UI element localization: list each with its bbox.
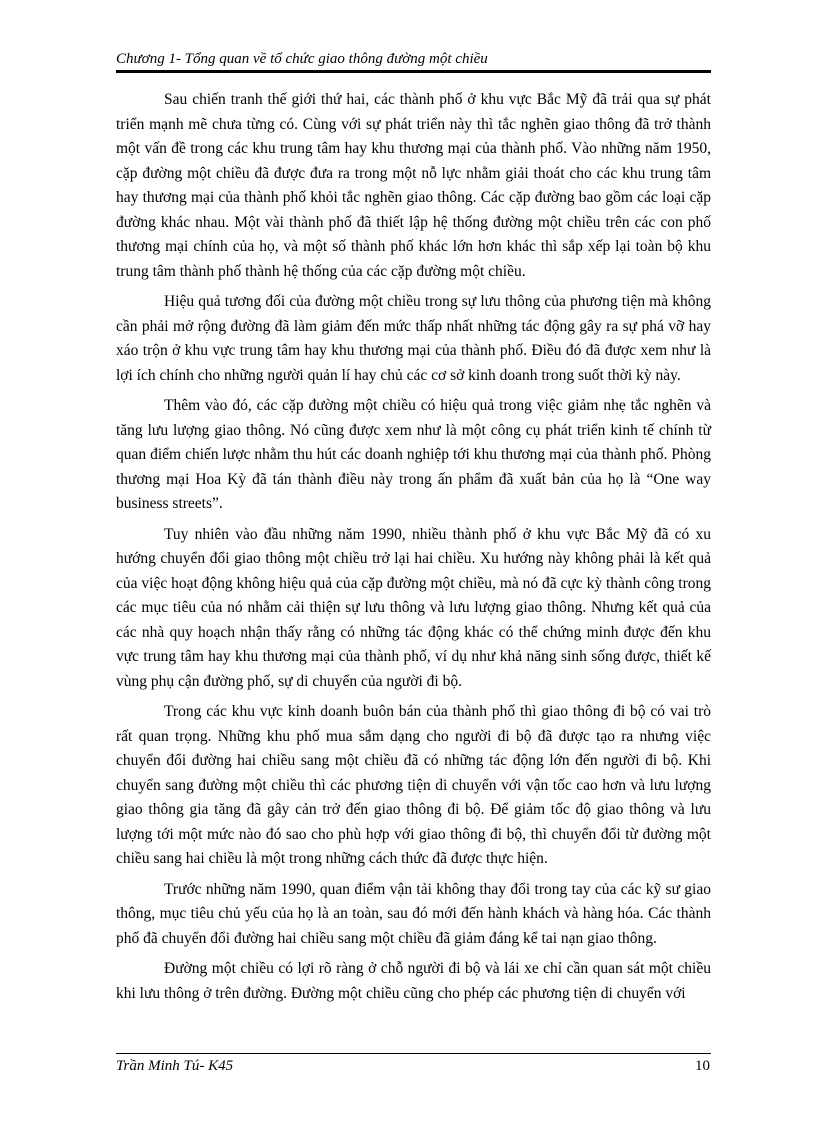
page-number: 10 [695, 1058, 710, 1074]
paragraph-4: Tuy nhiên vào đầu những năm 1990, nhiều thành phố ở khu vực Bắc Mỹ đã có xu hướng chuyển đổi giao thông một chiều trở lại hai chiều. Xu hướng này không phải là kết quả của việc hoạt động không hiệu quả của cặp đường một chiều, mà nó đã cực kỳ thành công trong các mục tiêu của nó nhằm cải thiện sự lưu thông và lưu lượng giao thông. Nhưng kết quả của các nhà quy hoạch nhận thấy rằng có những tác động khác có thể chứng minh được đến khu vực trung tâm hay khu thương mại của thành phố, ví dụ như khả năng sinh sống được, thiết kế vùng phụ cận đường phố, sự di chuyển của người đi bộ. [116, 525, 711, 690]
paragraph-3: Thêm vào đó, các cặp đường một chiều có hiệu quả trong việc giảm nhẹ tắc nghẽn và tăng lưu lượng giao thông. Nó cũng được xem như là một công cụ phát triển kinh tế chính từ quan điểm chiến lược nhằm thu hút các doanh nghiệp tới khu thương mại của thành phố. Phòng thương mại Hoa Kỳ đã tán thành điều này trong ấn phẩm đã xuất bản của họ là “One way business streets”. [116, 397, 711, 512]
paragraph-6: Trước những năm 1990, quan điểm vận tải không thay đổi trong tay của các kỹ sư giao thông, mục tiêu chủ yếu của họ là an toàn, sau đó mới đến hành khách và hàng hóa. Các thành phố đã chuyển đổi đường hai chiều sang một chiều đã giảm đáng kể tai nạn giao thông. [116, 880, 711, 947]
header-rule [116, 70, 711, 73]
paragraph-5: Trong các khu vực kinh doanh buôn bán của thành phố thì giao thông đi bộ có vai trò rất quan trọng. Những khu phố mua sắm dạng cho người đi bộ đã được tạo ra nhưng việc chuyển đổi đường hai chiều sang một chiều đã có những tác động lớn đến người đi bộ. Khi chuyển sang đường một chiều thì các phương tiện di chuyển với vận tốc cao hơn và lưu lượng giao thông gia tăng đã gây cản trở đến giao thông đi bộ. Để giảm tốc độ giao thông và lưu lượng tới một mức nào đó sao cho phù hợp với giao thông đi bộ, thì chuyển đổi từ đường một chiều sang hai chiều là một trong những cách thức đã được thực hiện. [116, 703, 711, 867]
paragraph-1: Sau chiến tranh thế giới thứ hai, các thành phố ở khu vực Bắc Mỹ đã trải qua sự phát triển mạnh mẽ chưa từng có. Cùng với sự phát triển này thì tắc nghẽn giao thông đã trở thành một vấn đề trong các khu trung tâm hay khu thương mại của thành phố. Vào những năm 1950, cặp đường một chiều đã được đưa ra trong một nỗ lực nhằm giải thoát cho các khu trung tâm hay thương mại của thành phố khỏi tắc nghẽn giao thông. Các cặp đường bao gồm các loại cặp đường khác nhau. Một vài thành phố đã thiết lập hệ thống đường một chiều trên các con phố thương mại chính của họ, và một số thành phố khác lớn hơn khác thì sắp xếp lại toàn bộ khu trung tâm thành phố thành hệ thống của các cặp đường một chiều. [116, 91, 711, 280]
footer-rule [116, 1053, 711, 1054]
footer-author: Trần Minh Tú- K45 [116, 1058, 234, 1074]
page-body [116, 88, 711, 1012]
running-header: Chương 1- Tổng quan về tổ chức giao thông đường một chiều [116, 51, 488, 67]
paragraph-7: Đường một chiều có lợi rõ ràng ở chỗ người đi bộ và lái xe chỉ cần quan sát một chiều khi lưu thông ở trên đường. Đường một chiều cũng cho phép các phương tiện di chuyển với [116, 960, 711, 1002]
paragraph-2: Hiệu quả tương đối của đường một chiều trong sự lưu thông của phương tiện mà không cần phải mở rộng đường đã làm giảm đến mức thấp nhất những tác động gây ra sự phá vỡ hay xáo trộn ở khu vực trung tâm hay khu thương mại của thành phố. Điều đó đã được xem như là lợi ích chính cho những người quản lí hay chủ các cơ sở kinh doanh trong suốt thời kỳ này. [116, 293, 711, 384]
